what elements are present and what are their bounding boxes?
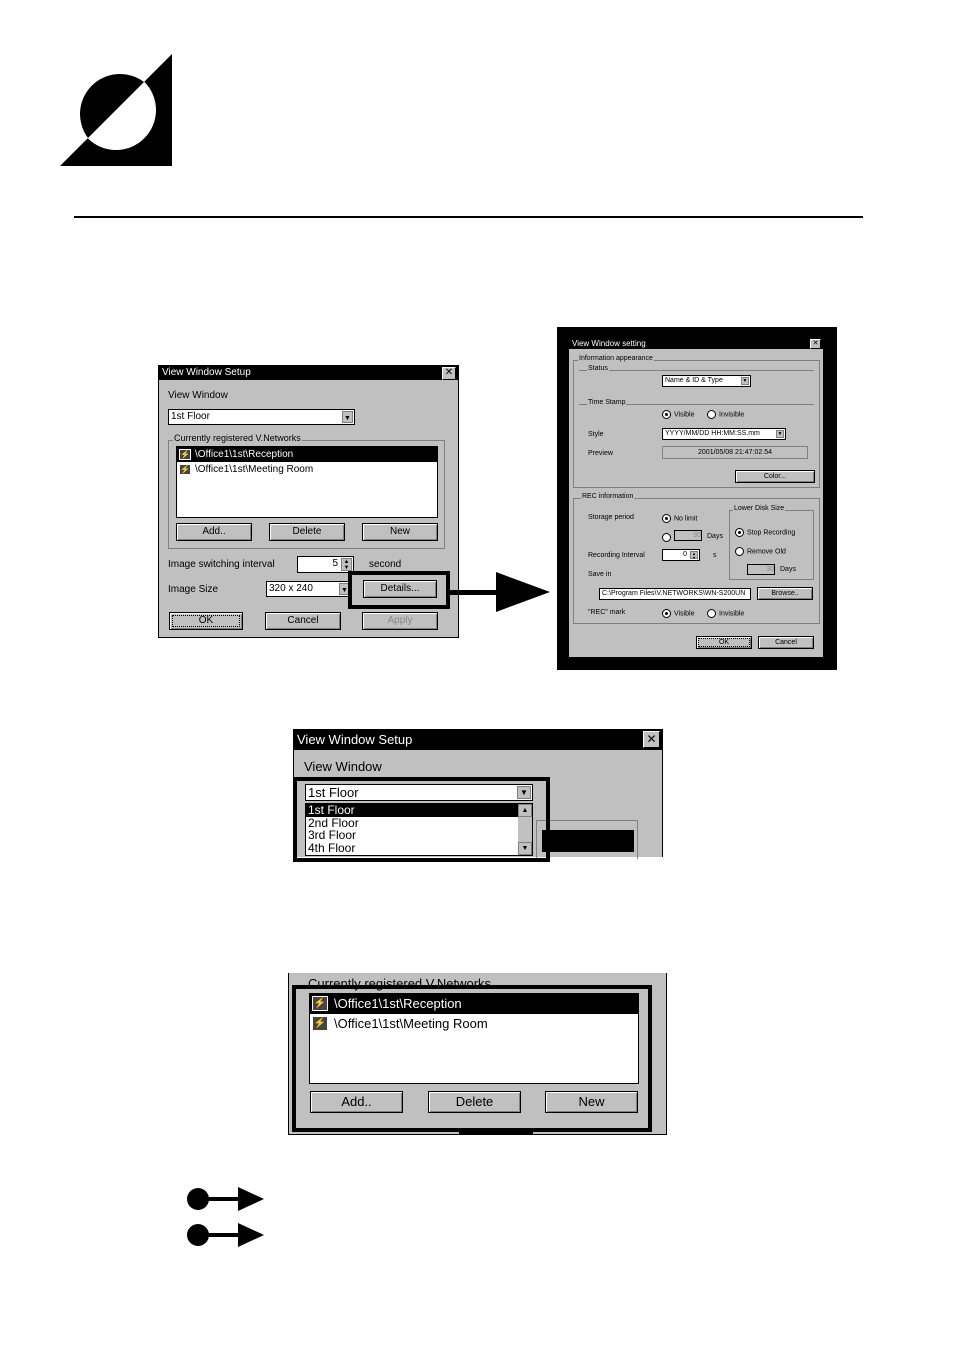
arrow-shaft — [450, 590, 502, 595]
camera-icon: ⚡ — [180, 465, 190, 474]
close-icon[interactable]: ✕ — [643, 731, 660, 748]
timestamp-group-label: Time Stamp — [588, 399, 626, 406]
interval-unit: second — [369, 559, 402, 570]
stop-recording-radio[interactable]: Stop Recording — [735, 528, 795, 537]
zoom-background-list — [542, 830, 634, 852]
interval-value: 5 — [332, 558, 338, 569]
view-window-dropdown[interactable] — [168, 409, 355, 425]
image-size-label: Image Size — [168, 584, 219, 595]
image-size-dropdown[interactable] — [266, 581, 352, 597]
ok-button[interactable]: OK — [169, 612, 243, 630]
storage-days-input[interactable]: 30 — [674, 530, 702, 541]
chevron-down-icon[interactable]: ▼ — [742, 378, 748, 384]
save-in-label: Save in — [588, 571, 612, 578]
save-in-input[interactable]: C:\Program Files\V.NETWORKS\WN-S200UN — [599, 588, 751, 600]
zoom-group-label: Currently registered V.Networks — [308, 976, 492, 991]
camera-icon: ⚡ — [313, 998, 327, 1009]
networks-highlight-box — [292, 985, 652, 1132]
lower-disk-group-label: Lower Disk Size — [734, 505, 785, 512]
image-size-value: 320 x 240 — [269, 583, 313, 594]
interval-label: Image switching interval — [168, 559, 275, 570]
status-dropdown[interactable] — [662, 375, 751, 387]
storage-days-unit: Days — [707, 533, 723, 540]
timestamp-visible-radio[interactable]: Visible — [662, 410, 695, 419]
info-group-label: Information appearance — [579, 355, 653, 362]
list-item[interactable]: ⚡ \Office1\1st\Reception — [310, 994, 638, 1014]
chevron-down-icon[interactable]: ▼ — [777, 431, 783, 437]
view-window-value: 1st Floor — [171, 411, 210, 422]
spinner-icon[interactable]: ▲ ▼ — [341, 558, 352, 571]
details-button[interactable]: Details... — [363, 580, 437, 598]
floor-option[interactable]: 2nd Floor — [308, 815, 359, 830]
reference-arrow-icon — [186, 1220, 266, 1250]
chevron-down-icon[interactable]: ▼ — [342, 411, 353, 423]
status-group-label: Status — [588, 365, 608, 372]
browse-button[interactable]: Browse.. — [757, 587, 813, 600]
storage-period-label: Storage period — [588, 514, 634, 521]
style-dropdown[interactable] — [662, 428, 786, 440]
preview-label: Preview — [588, 450, 613, 457]
recording-interval-value: 0 — [683, 551, 687, 558]
dialog-title: View Window Setup — [162, 367, 251, 378]
timestamp-invisible-radio[interactable]: Invisible — [707, 410, 744, 419]
add-button[interactable]: Add.. — [176, 523, 252, 541]
camera-icon: ⚡ — [180, 450, 190, 459]
list-item[interactable]: ⚡ \Office1\1st\Meeting Room — [313, 1016, 488, 1031]
style-value: YYYY/MM/DD HH:MM:SS.mm — [665, 430, 760, 437]
dialog-titlebar — [159, 366, 458, 380]
networks-list[interactable] — [176, 446, 438, 518]
close-icon[interactable]: ✕ — [810, 339, 821, 349]
scroll-up-icon[interactable]: ▲ — [518, 804, 532, 817]
apply-button[interactable]: Apply — [362, 612, 438, 630]
remove-days-unit: Days — [780, 566, 796, 573]
rec-mark-visible-radio[interactable]: Visible — [662, 609, 695, 618]
floor-option[interactable]: 3rd Floor — [308, 828, 357, 842]
zoom-titlebar — [294, 730, 662, 750]
view-window-label: View Window — [168, 390, 228, 401]
delete-button[interactable]: Delete — [269, 523, 345, 541]
interval-input[interactable] — [297, 556, 354, 573]
recording-interval-label: Recording Interval — [588, 552, 645, 559]
chevron-down-icon[interactable]: ▼ — [517, 786, 531, 799]
floor-option[interactable]: 1st Floor — [306, 804, 532, 817]
no-limit-radio[interactable]: No limit — [662, 514, 697, 523]
floor-option[interactable]: 4th Floor — [308, 840, 356, 855]
scroll-down-icon[interactable]: ▼ — [518, 842, 532, 855]
remove-old-radio[interactable]: Remove Old — [735, 547, 786, 556]
style-label: Style — [588, 431, 604, 438]
zoom-add-button[interactable]: Add.. — [310, 1091, 403, 1113]
list-item[interactable]: ⚡ \Office1\1st\Meeting Room — [180, 464, 314, 475]
camera-icon: ⚡ — [313, 1018, 327, 1029]
reference-arrow-icon — [186, 1184, 266, 1214]
preview-value: 2001/05/08 21:47:02.54 — [662, 446, 808, 459]
settings-titlebar — [569, 338, 823, 349]
settings-title: View Window setting — [572, 339, 646, 348]
zoom-dropdown-value: 1st Floor — [308, 785, 359, 800]
color-button[interactable]: Color... — [735, 470, 815, 483]
rec-mark-invisible-radio[interactable]: Invisible — [707, 609, 744, 618]
zoom-view-window-label: View Window — [304, 759, 382, 774]
remove-days-input[interactable]: 30 — [747, 564, 775, 575]
rec-mark-label: "REC" mark — [588, 609, 626, 616]
rec-group-label: REC information — [582, 493, 634, 500]
chevron-down-icon[interactable]: ▼ — [339, 583, 350, 595]
chapter-logo — [60, 54, 172, 166]
new-button[interactable]: New — [362, 523, 438, 541]
dropdown-highlight-box — [293, 777, 550, 862]
status-value: Name & ID & Type — [665, 377, 723, 384]
recording-interval-input[interactable] — [662, 549, 700, 561]
view-window-setting-dialog — [568, 337, 824, 658]
list-item[interactable]: ⚡ \Office1\1st\Reception — [177, 447, 437, 462]
arrow-right-icon — [496, 572, 550, 612]
recording-interval-unit: s — [713, 552, 717, 559]
networks-group-label: Currently registered V.Networks — [174, 433, 301, 443]
header-rule — [74, 216, 863, 218]
settings-ok-button[interactable]: OK — [696, 636, 752, 649]
close-icon[interactable]: ✕ — [442, 367, 456, 380]
cancel-button[interactable]: Cancel — [265, 612, 341, 630]
zoom-new-button[interactable]: New — [545, 1091, 638, 1113]
spinner-icon[interactable]: ▲ ▼ — [690, 551, 698, 559]
days-radio[interactable] — [662, 533, 674, 542]
details-highlight-box — [348, 571, 450, 609]
zoom-title: View Window Setup — [297, 732, 413, 747]
settings-cancel-button[interactable]: Cancel — [758, 636, 814, 649]
zoom-delete-button[interactable]: Delete — [428, 1091, 521, 1113]
